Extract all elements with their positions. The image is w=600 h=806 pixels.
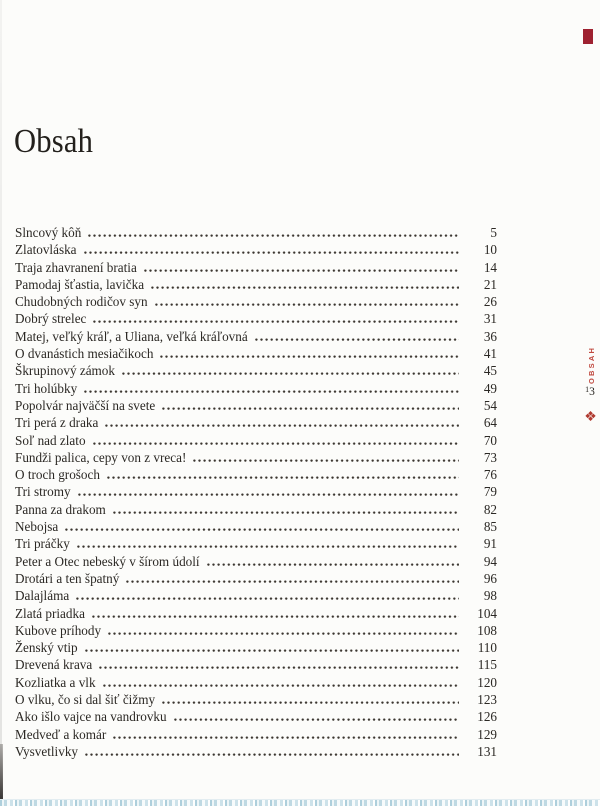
toc-entry-page: 54 bbox=[483, 397, 497, 413]
dot-leader bbox=[103, 684, 459, 687]
toc-entry-page: 70 bbox=[483, 432, 497, 448]
toc-list bbox=[15, 224, 497, 760]
toc-entry-page: 76 bbox=[483, 467, 497, 483]
toc-row bbox=[15, 674, 497, 691]
toc-row bbox=[15, 310, 497, 327]
toc-row bbox=[15, 449, 497, 466]
toc-entry-title: Drotári a ten špatný bbox=[15, 570, 120, 586]
toc-entry-title: Vysvetlivky bbox=[15, 743, 79, 759]
dot-leader bbox=[77, 545, 459, 548]
dot-leader bbox=[207, 563, 459, 566]
toc-row bbox=[15, 345, 497, 362]
toc-entry-page: 49 bbox=[483, 380, 497, 396]
toc-entry-title: Peter a Otec nebeský v šírom údolí bbox=[15, 553, 200, 569]
toc-entry-page: 73 bbox=[483, 449, 497, 465]
toc-row bbox=[15, 259, 497, 276]
dot-leader bbox=[108, 632, 459, 635]
toc-entry-title: Zlatá priadka bbox=[15, 605, 85, 621]
toc-entry-title: O vlku, čo si dal šiť čižmy bbox=[15, 692, 156, 708]
toc-row bbox=[15, 483, 497, 500]
toc-entry-page: 96 bbox=[483, 570, 497, 586]
dot-leader bbox=[126, 580, 459, 583]
toc-entry-title: Popolvár najväčší na svete bbox=[15, 397, 156, 413]
dot-leader bbox=[85, 753, 459, 756]
toc-entry-title: Traja zhavranení bratia bbox=[15, 259, 137, 275]
page-corner-shadow bbox=[0, 744, 3, 800]
toc-row bbox=[15, 622, 497, 639]
toc-entry-title: Dobrý strelec bbox=[15, 311, 87, 327]
dot-leader bbox=[99, 666, 459, 669]
toc-entry-page: 98 bbox=[483, 588, 497, 604]
dot-leader bbox=[92, 615, 459, 618]
toc-row bbox=[15, 362, 497, 379]
toc-entry-page: 94 bbox=[483, 553, 497, 569]
dot-leader bbox=[162, 407, 459, 410]
page-title: Obsah bbox=[14, 123, 94, 160]
toc-row bbox=[15, 570, 497, 587]
toc-entry-title: Pamodaj šťastia, lavička bbox=[15, 276, 145, 292]
toc-entry-title: Tri stromy bbox=[15, 484, 71, 500]
toc-entry-page: 64 bbox=[483, 415, 497, 431]
dot-leader bbox=[193, 459, 459, 462]
toc-row bbox=[15, 708, 497, 725]
toc-entry-title: Panna za drakom bbox=[15, 501, 106, 517]
dot-leader bbox=[155, 303, 459, 306]
toc-entry-title: Nebojsa bbox=[15, 519, 59, 535]
toc-row bbox=[15, 605, 497, 622]
toc-entry-page: 129 bbox=[477, 726, 497, 742]
toc-entry-page: 21 bbox=[483, 276, 497, 292]
toc-row bbox=[15, 397, 497, 414]
margin-page-number: 13 bbox=[585, 385, 595, 398]
toc-row bbox=[15, 535, 497, 552]
toc-entry-title: Ako išlo vajce na vandrovku bbox=[15, 709, 167, 725]
toc-row bbox=[15, 656, 497, 673]
toc-row bbox=[15, 553, 497, 570]
toc-row bbox=[15, 380, 497, 397]
toc-entry-page: 108 bbox=[477, 622, 497, 638]
toc-row bbox=[15, 293, 497, 310]
toc-entry-page: 36 bbox=[483, 328, 497, 344]
toc-entry-page: 120 bbox=[477, 674, 497, 690]
toc-entry-title: Medveď a komár bbox=[15, 726, 107, 742]
toc-entry-title: Škrupinový zámok bbox=[15, 363, 115, 379]
toc-row bbox=[15, 466, 497, 483]
ornament-icon: ❖ bbox=[584, 410, 597, 425]
dot-leader bbox=[255, 338, 459, 341]
toc-row bbox=[15, 587, 497, 604]
toc-entry-page: 115 bbox=[477, 657, 497, 673]
dot-leader bbox=[76, 597, 459, 600]
dot-leader bbox=[160, 355, 459, 358]
toc-entry-page: 79 bbox=[483, 484, 497, 500]
toc-entry-title: Zlatovláska bbox=[15, 242, 77, 258]
toc-entry-title: Tri holúbky bbox=[15, 380, 78, 396]
toc-entry-page: 41 bbox=[483, 346, 497, 362]
corner-tab-marker bbox=[583, 29, 593, 44]
toc-entry-title: Soľ nad zlato bbox=[15, 432, 86, 448]
dot-leader bbox=[113, 736, 459, 739]
toc-entry-title: Matej, veľký kráľ, a Uliana, veľká kráľovná bbox=[15, 328, 248, 344]
toc-entry-title: Fundži palica, cepy von z vreca! bbox=[15, 449, 187, 465]
toc-entry-page: 26 bbox=[483, 294, 497, 310]
toc-row bbox=[15, 432, 497, 449]
dot-leader bbox=[88, 234, 459, 237]
toc-row bbox=[15, 639, 497, 656]
toc-row bbox=[15, 224, 497, 241]
toc-entry-title: Chudobných rodičov syn bbox=[15, 294, 148, 310]
dot-leader bbox=[84, 390, 459, 393]
dot-leader bbox=[122, 372, 459, 375]
toc-entry-page: 14 bbox=[483, 259, 497, 275]
toc-entry-title: Slncový kôň bbox=[15, 225, 82, 240]
dot-leader bbox=[84, 251, 459, 254]
toc-entry-title: Drevená krava bbox=[15, 657, 93, 673]
toc-row bbox=[15, 518, 497, 535]
dot-leader bbox=[151, 286, 459, 289]
toc-entry-page: 91 bbox=[483, 536, 497, 552]
toc-row bbox=[15, 691, 497, 708]
toc-entry-title: Kubove príhody bbox=[15, 622, 102, 638]
dot-leader bbox=[174, 718, 459, 721]
toc-entry-page: 110 bbox=[477, 640, 497, 656]
toc-row bbox=[15, 726, 497, 743]
toc-entry-page: 82 bbox=[483, 501, 497, 517]
toc-entry-title: Kozliatka a vlk bbox=[15, 674, 96, 690]
dot-leader bbox=[93, 442, 459, 445]
dot-leader bbox=[162, 701, 459, 704]
toc-entry-title: Ženský vtip bbox=[15, 640, 78, 656]
toc-entry-page: 123 bbox=[477, 692, 497, 708]
margin-section-label: OBSAH bbox=[587, 345, 596, 385]
dot-leader bbox=[105, 424, 459, 427]
dot-leader bbox=[85, 649, 459, 652]
toc-row bbox=[15, 501, 497, 518]
toc-row bbox=[15, 328, 497, 345]
toc-row bbox=[15, 414, 497, 431]
toc-entry-page: 31 bbox=[483, 311, 497, 327]
toc-entry-page: 85 bbox=[483, 519, 497, 535]
toc-entry-page: 104 bbox=[477, 605, 497, 621]
toc-row bbox=[15, 743, 497, 760]
toc-entry-title: Dalajláma bbox=[15, 588, 70, 604]
dot-leader bbox=[65, 528, 459, 531]
dot-leader bbox=[107, 476, 459, 479]
toc-entry-page: 5 bbox=[490, 225, 497, 240]
toc-entry-page: 131 bbox=[477, 743, 497, 759]
toc-row bbox=[15, 241, 497, 258]
toc-row bbox=[15, 276, 497, 293]
toc-entry-title: O dvanástich mesiačikoch bbox=[15, 346, 154, 362]
page-left-edge bbox=[0, 0, 2, 806]
toc-entry-title: Tri perá z draka bbox=[15, 415, 99, 431]
dot-leader bbox=[78, 493, 459, 496]
page-bottom-edge bbox=[0, 799, 600, 806]
dot-leader bbox=[113, 511, 459, 514]
toc-entry-title: O troch grošoch bbox=[15, 467, 100, 483]
dot-leader bbox=[93, 320, 459, 323]
toc-entry-page: 45 bbox=[483, 363, 497, 379]
toc-entry-title: Tri práčky bbox=[15, 536, 70, 552]
toc-entry-page: 10 bbox=[483, 242, 497, 258]
toc-entry-page: 126 bbox=[477, 709, 497, 725]
dot-leader bbox=[144, 269, 459, 272]
